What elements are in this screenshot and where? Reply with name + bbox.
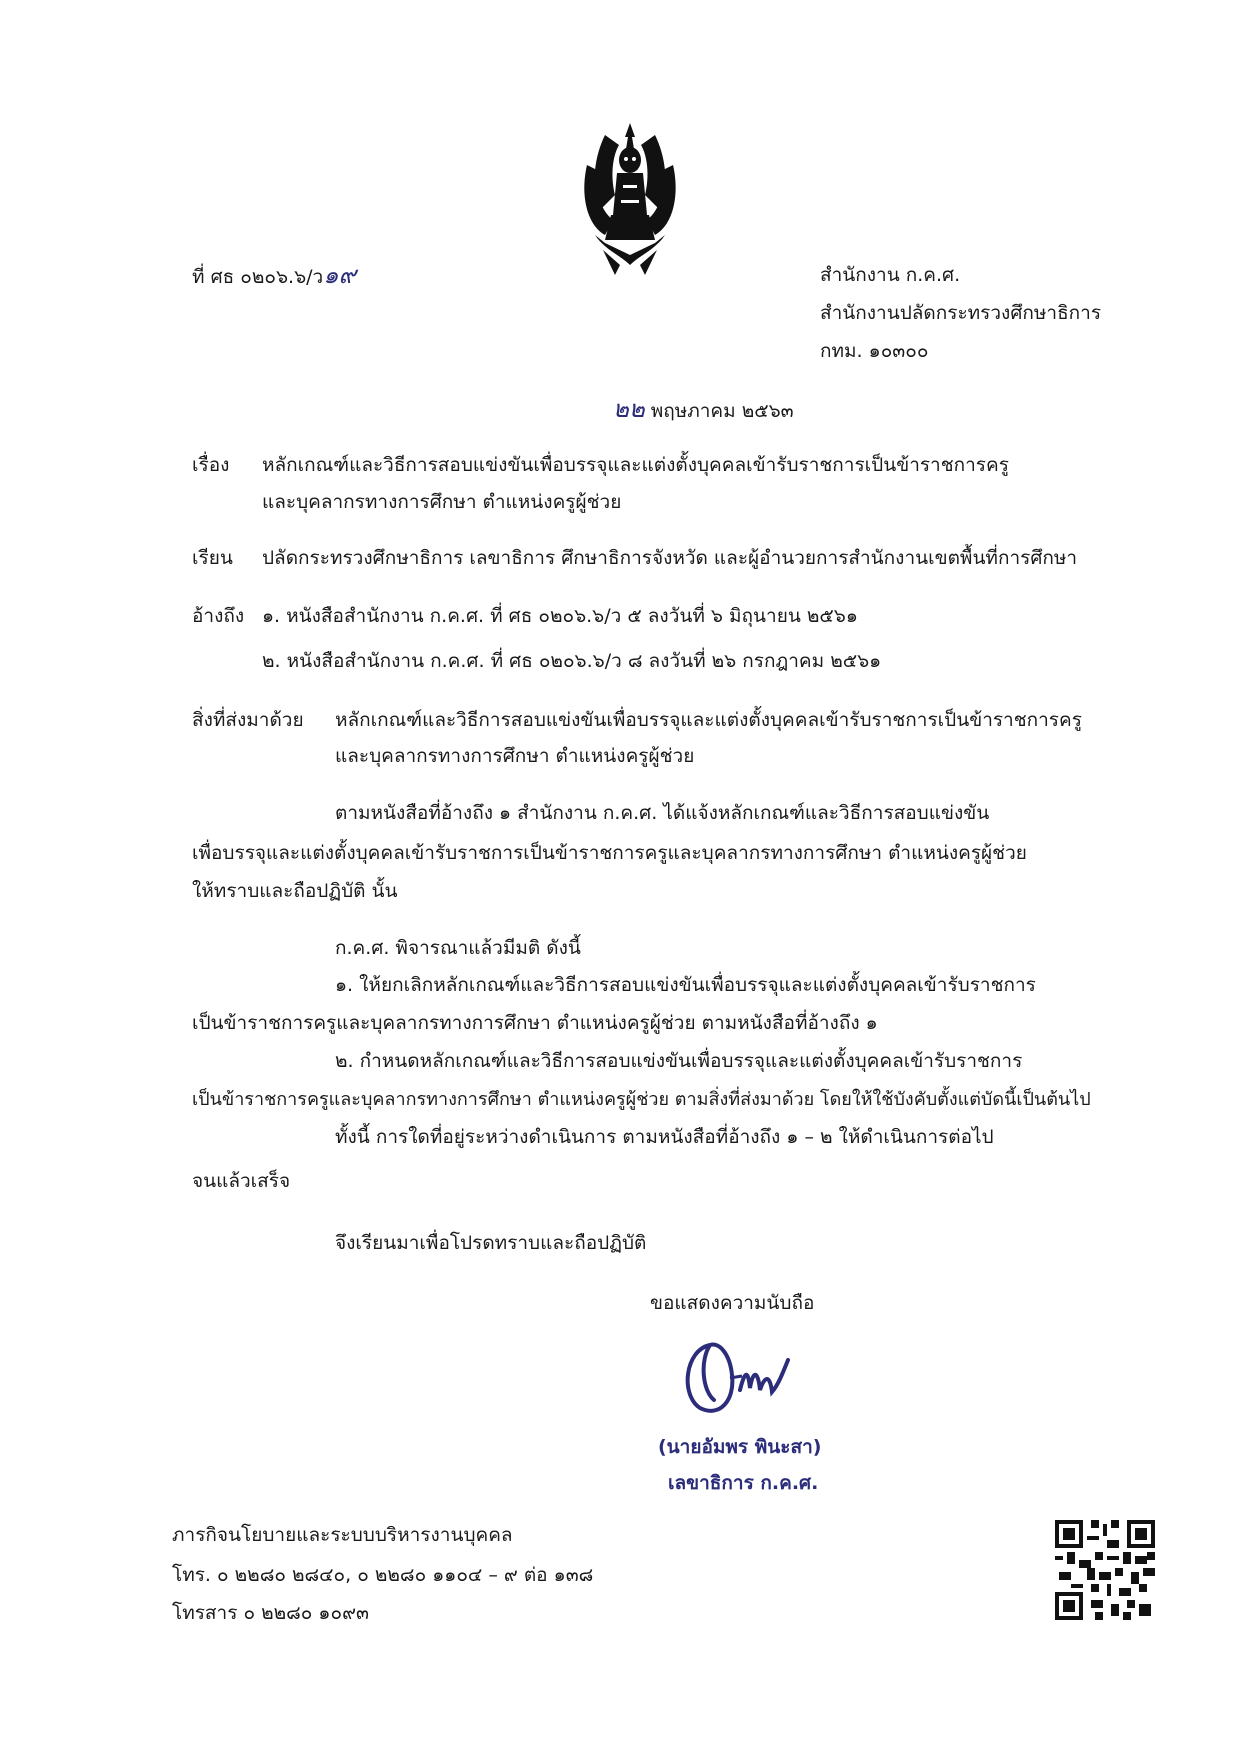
body-p3-line-2: จนแล้วเสร็จ: [192, 1170, 291, 1192]
date-month-year: พฤษภาคม ๒๕๖๓: [650, 400, 794, 422]
enclosure-label: สิ่งที่ส่งมาด้วย: [192, 709, 304, 731]
letter-number: [192, 262, 356, 290]
letter-number-prefix: ที่ ศธ ๐๒๐๖.๖/ว: [192, 266, 324, 288]
office-line-1: สำนักงาน ก.ค.ศ.: [820, 264, 961, 286]
resolution-item-1-line-2: เป็นข้าราชการครูและบุคลากรทางการศึกษา ตำแหน่งครูผู้ช่วย ตามหนังสือที่อ้างถึง ๑: [192, 1012, 878, 1034]
closing-sentence: จึงเรียนมาเพื่อโปรดทราบและถือปฏิบัติ: [335, 1232, 647, 1254]
subject-line-2: และบุคลากรทางการศึกษา ตำแหน่งครูผู้ช่วย: [262, 491, 622, 513]
subject-label: เรื่อง: [192, 454, 230, 476]
body-p1-line-2: เพื่อบรรจุและแต่งตั้งบุคคลเข้ารับราชการเป็นข้าราชการครูและบุคลากรทางการศึกษา ตำแหน่งครูผู้ช่วย: [192, 842, 1027, 864]
date-day-handwritten: ๒๒: [613, 395, 645, 423]
resolution-item-1-line-1: ๑. ให้ยกเลิกหลักเกณฑ์และวิธีการสอบแข่งขันเพื่อบรรจุและแต่งตั้งบุคคลเข้ารับราชการ: [335, 974, 1036, 996]
footer-fax: โทรสาร ๐ ๒๒๘๐ ๑๐๙๓: [172, 1602, 369, 1624]
office-line-2: สำนักงานปลัดกระทรวงศึกษาธิการ: [820, 302, 1102, 324]
to-recipients: ปลัดกระทรวงศึกษาธิการ เลขาธิการ ศึกษาธิการจังหวัด และผู้อำนวยการสำนักงานเขตพื้นที่การศึกษา: [262, 547, 1078, 569]
body-p1-line-3: ให้ทราบและถือปฏิบัติ นั้น: [192, 880, 398, 902]
body-p2: ก.ค.ศ. พิจารณาแล้วมีมติ ดังนี้: [335, 937, 581, 959]
signer-name: (นายอัมพร พินะสา): [658, 1436, 822, 1458]
reference-item-1: ๑. หนังสือสำนักงาน ก.ค.ศ. ที่ ศธ ๐๒๐๖.๖/ว ๕ ลงวันที่ ๖ มิถุนายน ๒๕๖๑: [262, 605, 858, 627]
reference-label: อ้างถึง: [192, 605, 245, 627]
signer-title: เลขาธิการ ก.ค.ศ.: [668, 1472, 819, 1494]
handwritten-signature: [670, 1330, 810, 1415]
resolution-item-2-line-2: เป็นข้าราชการครูและบุคลากรทางการศึกษา ตำแหน่งครูผู้ช่วย ตามสิ่งที่ส่งมาด้วย โดยให้ใช้บังคับตั้งแต่บัดนี้เป็นต้นไป: [192, 1089, 1091, 1110]
letter-date: [613, 396, 794, 424]
garuda-emblem: [575, 115, 685, 280]
qr-code: [1055, 1520, 1155, 1620]
enclosure-line-1: หลักเกณฑ์และวิธีการสอบแข่งขันเพื่อบรรจุและแต่งตั้งบุคคลเข้ารับราชการเป็นข้าราชการครู: [335, 709, 1082, 731]
body-p1-line-1: ตามหนังสือที่อ้างถึง ๑ สำนักงาน ก.ค.ศ. ได้แจ้งหลักเกณฑ์และวิธีการสอบแข่งขัน: [335, 802, 990, 824]
resolution-item-2-line-1: ๒. กำหนดหลักเกณฑ์และวิธีการสอบแข่งขันเพื่อบรรจุและแต่งตั้งบุคคลเข้ารับราชการ: [335, 1050, 1023, 1072]
footer-telephone: โทร. ๐ ๒๒๘๐ ๒๘๔๐, ๐ ๒๒๘๐ ๑๑๐๔ – ๙ ต่อ ๑๓๘: [172, 1564, 594, 1586]
letter-number-handwritten: ๑๙: [323, 261, 357, 289]
to-label: เรียน: [192, 547, 233, 569]
footer-department: ภารกิจนโยบายและระบบบริหารงานบุคคล: [172, 1524, 513, 1546]
office-line-3: กทม. ๑๐๓๐๐: [820, 340, 929, 362]
enclosure-line-2: และบุคลากรทางการศึกษา ตำแหน่งครูผู้ช่วย: [335, 745, 695, 767]
body-p3-line-1: ทั้งนี้ การใดที่อยู่ระหว่างดำเนินการ ตามหนังสือที่อ้างถึง ๑ – ๒ ให้ดำเนินการต่อไป: [335, 1126, 994, 1148]
subject-line-1: หลักเกณฑ์และวิธีการสอบแข่งขันเพื่อบรรจุและแต่งตั้งบุคคลเข้ารับราชการเป็นข้าราชการครู: [262, 454, 1009, 476]
regards: ขอแสดงความนับถือ: [650, 1292, 815, 1314]
reference-item-2: ๒. หนังสือสำนักงาน ก.ค.ศ. ที่ ศธ ๐๒๐๖.๖/ว ๘ ลงวันที่ ๒๖ กรกฎาคม ๒๕๖๑: [262, 650, 882, 672]
